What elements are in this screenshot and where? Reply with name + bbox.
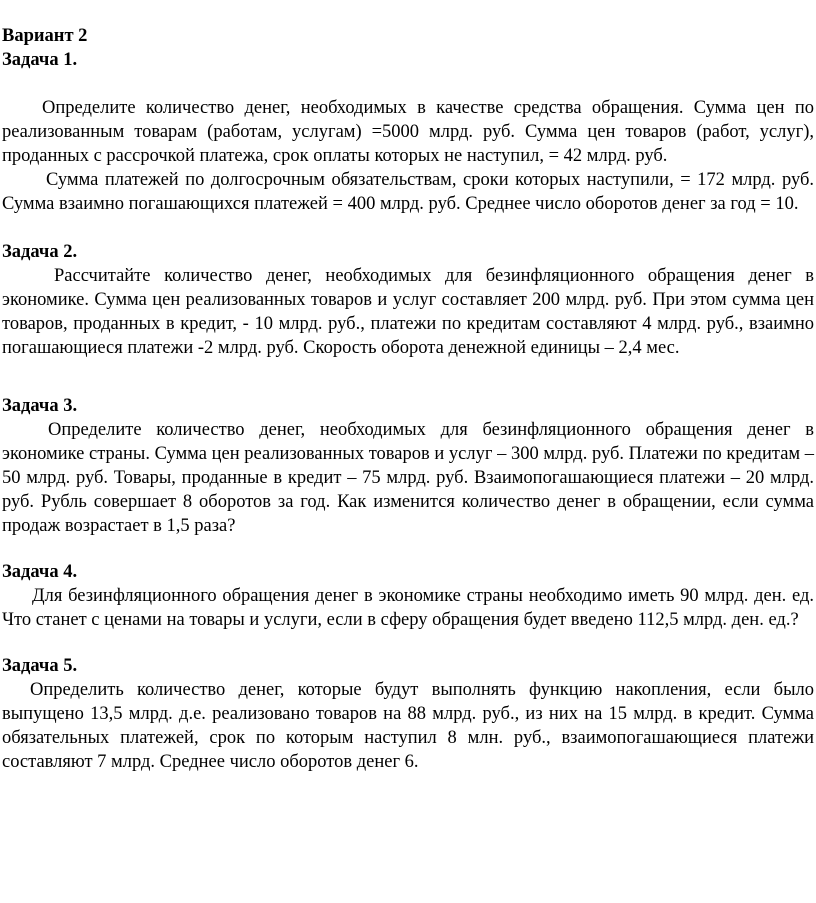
task-3 (2, 394, 814, 538)
spacer (2, 632, 814, 654)
task-2-title: Задача 2. (2, 242, 78, 262)
task-3-paragraph-1: Определите количество денег, необходимых для безинфляционного обращения денег в экономике страны. Сумма цен реализованных товаров и услуг – 300 млрд. руб. Платежи по кредитам – 50 млрд. руб. Товары, проданные в кредит – 75 млрд. руб. Взаимопогашающиеся платежи – 20 млрд. руб. Рубль совершает 8 оборотов за год. Как изменится количество денег в обращении, если сумма продаж возрастает в 1,5 раза? (2, 420, 814, 536)
task-1-title: Задача 1. (2, 50, 78, 70)
task-1-paragraph-2: Сумма платежей по долгосрочным обязательствам, сроки которых наступили, = 172 млрд. руб. Сумма взаимно погашающихся платежей = 400 млрд. руб. Среднее число оборотов денег за год = 10. (2, 170, 814, 214)
task-4 (2, 560, 814, 632)
task-5-title: Задача 5. (2, 656, 78, 676)
task-5 (2, 654, 814, 774)
task-2 (2, 240, 814, 360)
spacer (2, 538, 814, 560)
task-4-title: Задача 4. (2, 562, 78, 582)
task-2-paragraph-1: Рассчитайте количество денег, необходимых для безинфляционного обращения денег в экономике. Сумма цен реализованных товаров и услуг составляет 200 млрд. руб. При этом сумма цен товаров, проданных в кредит, - 10 млрд. руб., платежи по кредитам составляют 4 млрд. руб., взаимно погашающиеся платежи -2 млрд. руб. Скорость оборота денежной единицы – 2,4 мес. (2, 266, 814, 358)
document-page (2, 24, 814, 774)
variant-title: Вариант 2 (2, 26, 88, 46)
task-1 (2, 48, 814, 216)
spacer (2, 216, 814, 240)
spacer (2, 360, 814, 394)
spacer (2, 72, 814, 96)
task-4-paragraph-1: Для безинфляционного обращения денег в экономике страны необходимо иметь 90 млрд. ден. ед. Что станет с ценами на товары и услуги, если в сферу обращения будет введено 112,5 млрд. ден. ед.? (2, 586, 814, 630)
task-1-paragraph-1: Определите количество денег, необходимых в качестве средства обращения. Сумма цен по реализованным товарам (работам, услугам) =5000 млрд. руб. Сумма цен товаров (работ, услуг), проданных с рассрочкой платежа, срок оплаты которых не наступил, = 42 млрд. руб. (2, 98, 814, 166)
task-5-paragraph-1: Определить количество денег, которые будут выполнять функцию накопления, если было выпущено 13,5 млрд. д.е. реализовано товаров на 88 млрд. руб., из них на 15 млрд. в кредит. Сумма обязательных платежей, срок по которым наступил 8 млн. руб., взаимопогашающиеся платежи составляют 7 млрд. Среднее число оборотов денег 6. (2, 680, 814, 772)
task-3-title: Задача 3. (2, 396, 78, 416)
